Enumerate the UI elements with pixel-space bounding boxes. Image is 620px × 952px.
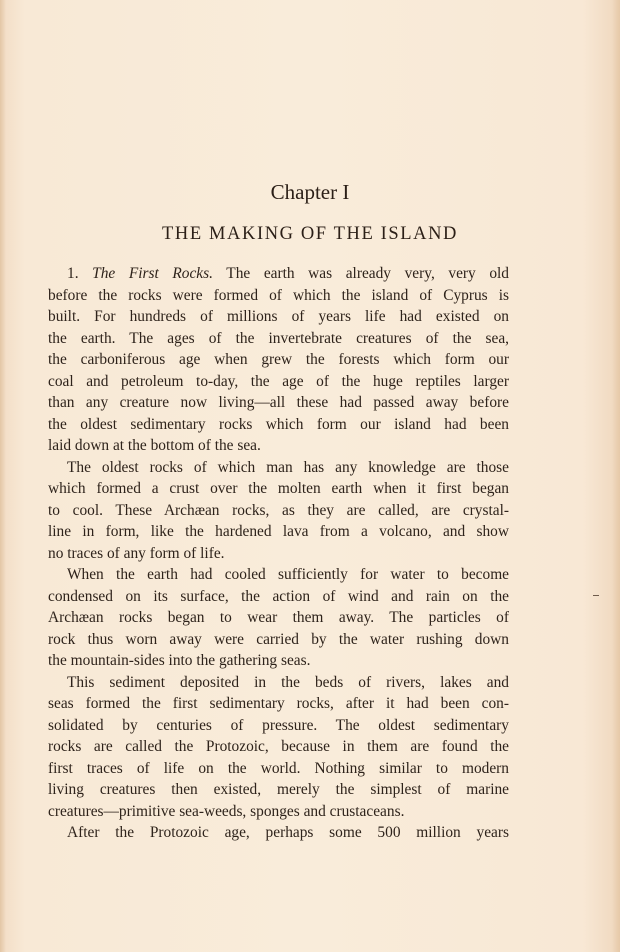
text-line: the mountain-sides into the gathering seas. xyxy=(48,652,311,669)
text-line: condensed on its surface, the action of wind and rain on the xyxy=(48,587,509,605)
text-line: When the earth had cooled sufficiently for water to become xyxy=(67,566,509,583)
text-line: first traces of life on the world. Nothing similar to modern xyxy=(48,759,509,777)
page-edge-right xyxy=(612,0,620,952)
text-line: line in form, like the hardened lava from a volcano, and show xyxy=(48,523,509,540)
page-edge-left xyxy=(0,0,6,952)
section-number: 1. xyxy=(67,265,93,282)
body-text xyxy=(48,263,509,844)
text-line: seas formed the first sedimentary rocks, after it had been con- xyxy=(48,695,509,712)
text-line: which formed a crust over the molten earth when it first began xyxy=(48,480,509,497)
text-line: the carboniferous age when grew the forests which form our xyxy=(48,351,509,368)
text-line: Archæan rocks began to wear them away. The particles of xyxy=(48,609,509,626)
chapter-title: THE MAKING OF THE ISLAND xyxy=(161,224,459,244)
text-line: coal and petroleum to-day, the age of the huge reptiles larger xyxy=(48,372,509,390)
text-line: the oldest sedimentary rocks which form our island had been xyxy=(48,415,509,433)
chapter-heading: Chapter I xyxy=(270,180,350,204)
line-rest: The earth was already very, very old xyxy=(212,265,509,282)
text-line: The oldest rocks of which man has any knowledge are those xyxy=(67,458,509,476)
text-line: to cool. These Archæan rocks, as they are called, are crystal- xyxy=(48,501,509,519)
text-line xyxy=(48,263,509,285)
text-line: rocks are called the Protozoic, because in them are found the xyxy=(48,738,509,755)
text-line: laid down at the bottom of the sea. xyxy=(48,437,261,454)
text-line: built. For hundreds of millions of years life had existed on xyxy=(48,308,509,325)
text-line: This sediment deposited in the beds of rivers, lakes and xyxy=(67,673,509,691)
text-line: creatures—primitive sea-weeds, sponges and crustaceans. xyxy=(48,802,405,820)
section-label: The First Rocks. xyxy=(92,265,213,282)
text-line: rock thus worn away were carried by the water rushing down xyxy=(48,630,509,648)
text-line: solidated by centuries of pressure. The oldest sedimentary xyxy=(48,716,509,734)
text-line: living creatures then existed, merely the simplest of marine xyxy=(48,781,509,798)
text-line: before the rocks were formed of which the island of Cyprus is xyxy=(48,286,509,304)
text-line: After the Protozoic age, perhaps some 500 million years xyxy=(67,824,509,841)
text-line: than any creature now living—all these had passed away before xyxy=(48,394,509,411)
margin-mark xyxy=(593,595,599,596)
text-line: the earth. The ages of the invertebrate creatures of the sea, xyxy=(48,329,509,347)
text-line: no traces of any form of life. xyxy=(48,544,225,562)
